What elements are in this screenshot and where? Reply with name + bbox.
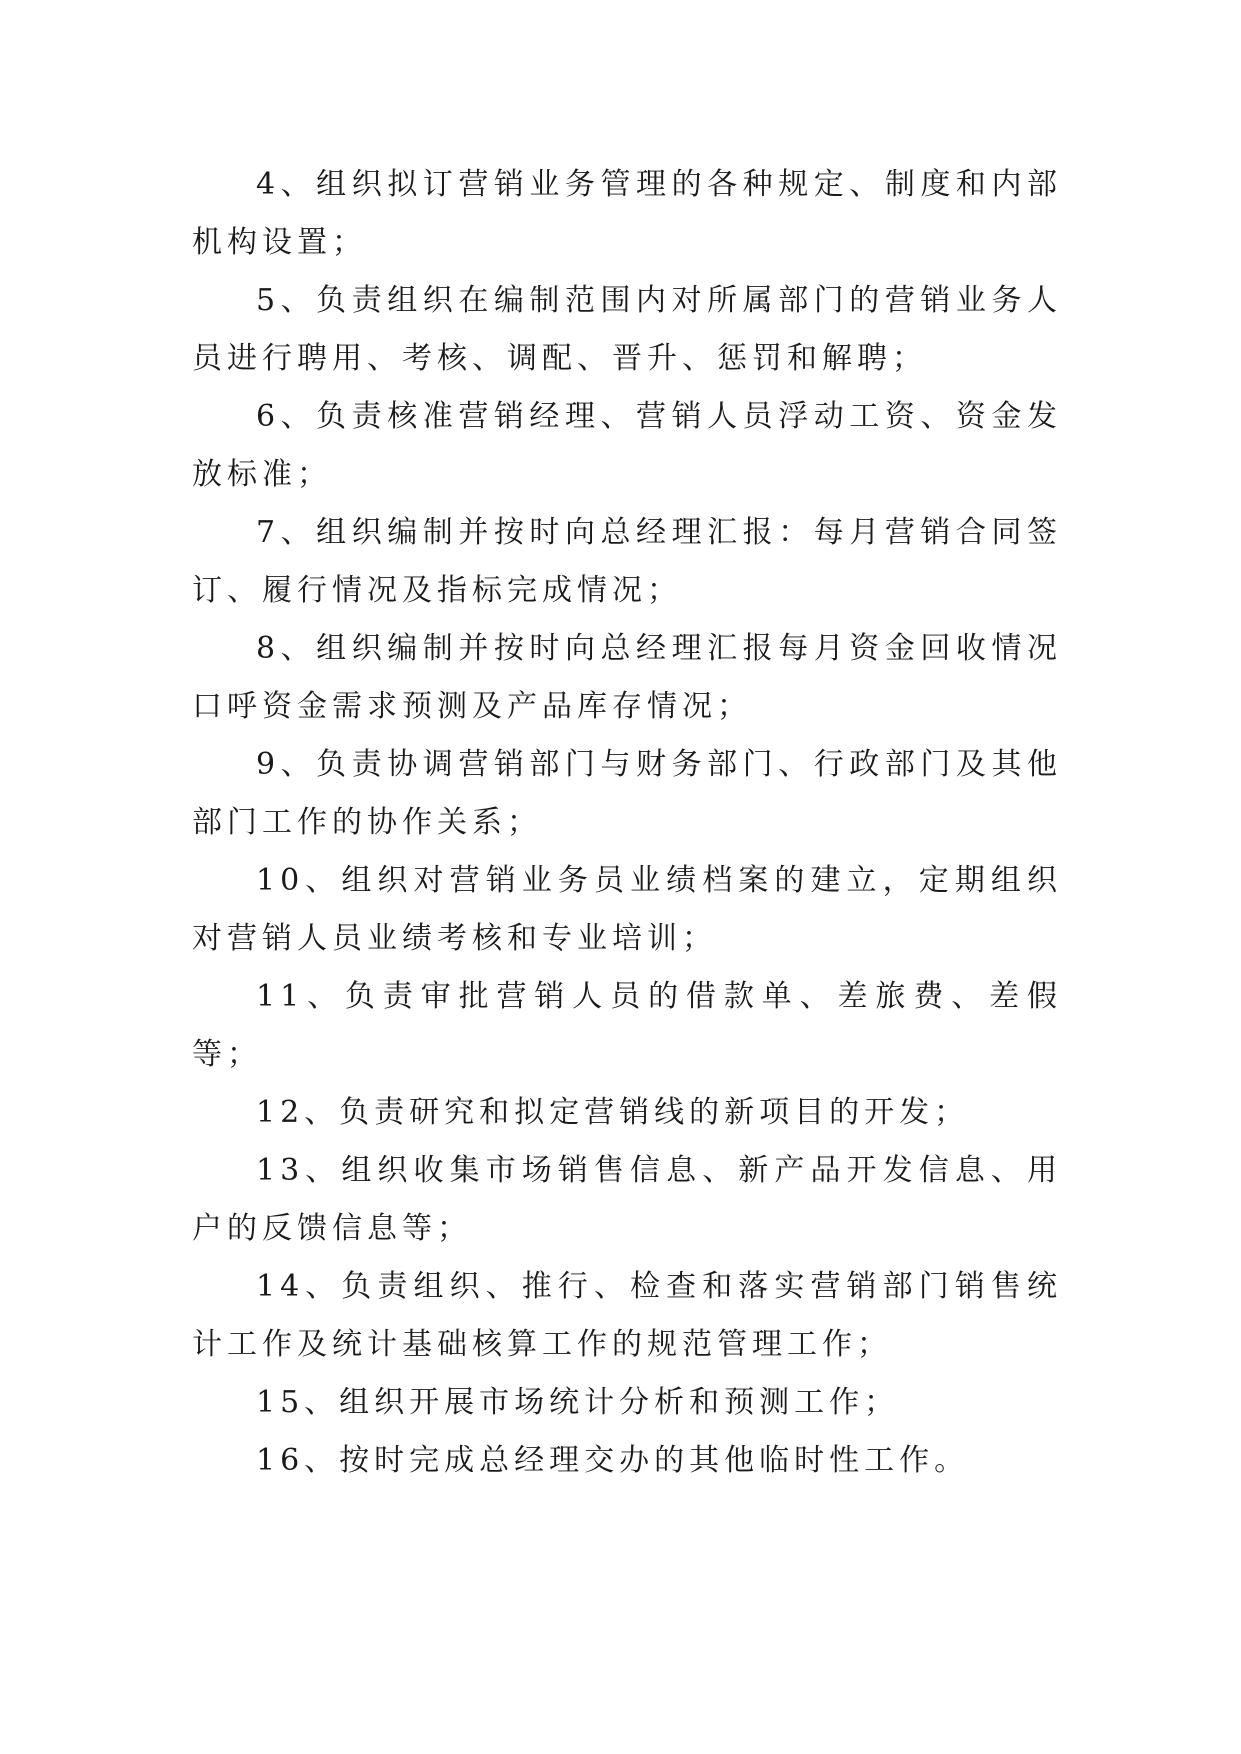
list-item: 8、组织编制并按时向总经理汇报每月资金回收情况口呼资金需求预测及产品库存情况；: [192, 631, 1062, 724]
list-item: 14、负责组织、推行、检查和落实营销部门销售统计工作及统计基础核算工作的规范管理工作；: [192, 1269, 1062, 1362]
list-item: 9、负责协调营销部门与财务部门、行政部门及其他部门工作的协作关系；: [192, 747, 1062, 840]
list-item: 5、负责组织在编制范围内对所属部门的营销业务人员进行聘用、考核、调配、晋升、惩罚和解聘；: [192, 283, 1062, 376]
list-item: 15、组织开展市场统计分析和预测工作；: [256, 1385, 900, 1420]
document-body: [192, 156, 1062, 1490]
list-item: 13、组织收集市场销售信息、新产品开发信息、用户的反馈信息等；: [192, 1153, 1062, 1246]
list-item: 4、组织拟订营销业务管理的各种规定、制度和内部机构设置；: [192, 167, 1062, 260]
list-item: 10、组织对营销业务员业绩档案的建立，定期组织对营销人员业绩考核和专业培训；: [192, 863, 1062, 956]
list-item: 7、组织编制并按时向总经理汇报：每月营销合同签订、履行情况及指标完成情况；: [192, 515, 1062, 608]
list-item: 16、按时完成总经理交办的其他临时性工作。: [256, 1443, 970, 1478]
list-item: 12、负责研究和拟定营销线的新项目的开发；: [256, 1095, 970, 1130]
list-item: 6、负责核准营销经理、营销人员浮动工资、资金发放标准；: [192, 399, 1062, 492]
list-item: 11、负责审批营销人员的借款单、差旅费、差假等；: [192, 979, 1062, 1072]
